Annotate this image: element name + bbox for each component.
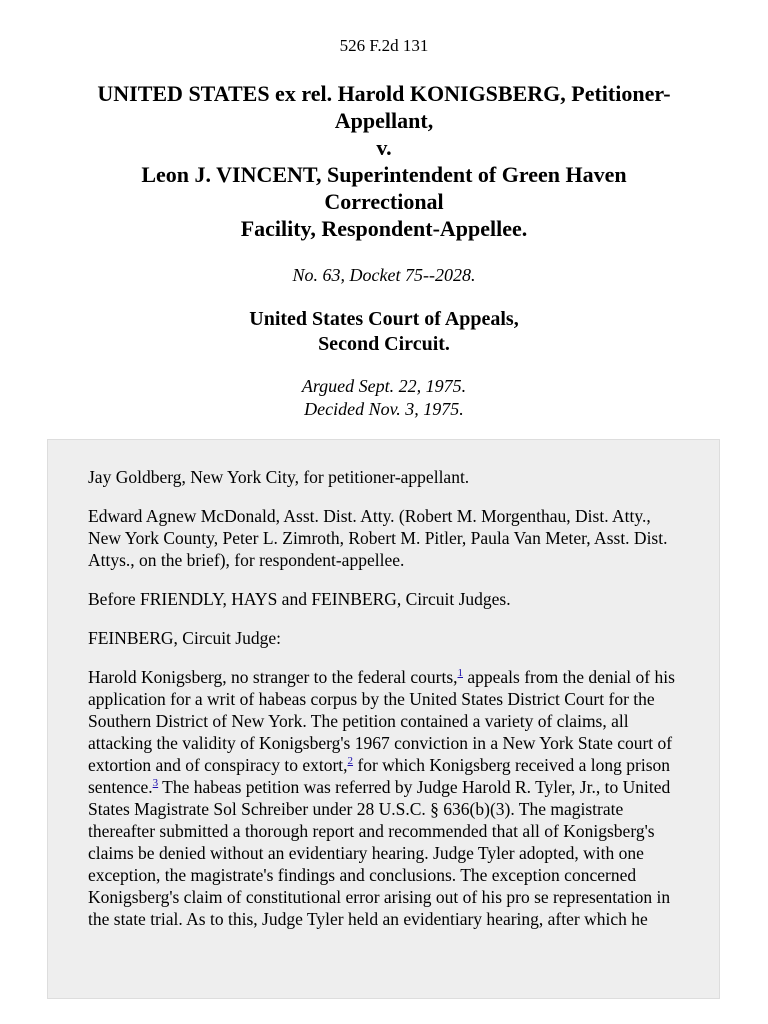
case-title-line: Facility, Respondent-Appellee. (240, 216, 528, 241)
case-title-line: UNITED STATES ex rel. Harold KONIGSBERG, Petitioner- (97, 81, 671, 106)
counsel-respondent: Edward Agnew McDonald, Asst. Dist. Atty. (Robert M. Morgenthau, Dist. Atty., New York County, Peter L. Zimroth, Robert M. Pitler, Paula Van Meter, Asst. Dist. Attys., on the brief), for respondent-appellee. (88, 506, 668, 570)
opinion-panel (47, 439, 720, 999)
footnote-link-2[interactable]: 2 (347, 755, 354, 768)
opinion-text (48, 440, 719, 930)
case-title (40, 80, 728, 242)
case-dates (0, 375, 768, 421)
opinion-text-segment: for which Konigsberg received a long prison sentence. (88, 755, 671, 797)
case-title-line: Leon J. VINCENT, Superintendent of Green Haven (141, 162, 627, 187)
case-title-line: v. (376, 135, 392, 160)
court-name (0, 307, 768, 357)
court-name-line: Second Circuit. (318, 333, 450, 355)
opinion-text-segment: The habeas petition was referred by Judge Harold R. Tyler, Jr., to United States Magistrate Sol Schreiber under 28 U.S.C. § 636(b)(3). The magistrate thereafter submitted a thorough report and recommended that all of Konigsberg's claims be denied without an evidentiary hearing. Judge Tyler adopted, with one exception, the magistrate's findings and conclusions. The exception concerned Konigsberg's claim of constitutional error arising out of his pro se representation in the state trial. As to this, Judge Tyler held an evidentiary hearing, after which he (88, 777, 671, 929)
opinion-paragraph (88, 666, 679, 930)
decided-date: Decided Nov. 3, 1975. (304, 399, 464, 419)
judges-panel: Before FRIENDLY, HAYS and FEINBERG, Circuit Judges. (88, 589, 511, 609)
case-title-line: Appellant, (334, 108, 434, 133)
opinion-author: FEINBERG, Circuit Judge: (88, 628, 281, 648)
opinion-text-segment: appeals from the denial of his application for a writ of habeas corpus by the United States District Court for the Southern District of New York. The petition contained a variety of claims, all attacking the validity of Konigsberg's 1967 conviction in a New York State court of extortion and of conspiracy to extort, (88, 667, 675, 775)
court-name-line: United States Court of Appeals, (249, 308, 519, 330)
case-citation: 526 F.2d 131 (339, 36, 429, 55)
counsel-petitioner: Jay Goldberg, New York City, for petitioner-appellant. (88, 467, 470, 487)
footnote-link-3[interactable]: 3 (152, 777, 159, 790)
argued-date: Argued Sept. 22, 1975. (301, 376, 467, 396)
opinion-text-segment: Harold Konigsberg, no stranger to the federal courts, (88, 667, 458, 687)
docket-number: No. 63, Docket 75--2028. (292, 265, 476, 285)
case-title-line: Correctional (324, 189, 444, 214)
footnote-link-1[interactable]: 1 (457, 667, 463, 680)
